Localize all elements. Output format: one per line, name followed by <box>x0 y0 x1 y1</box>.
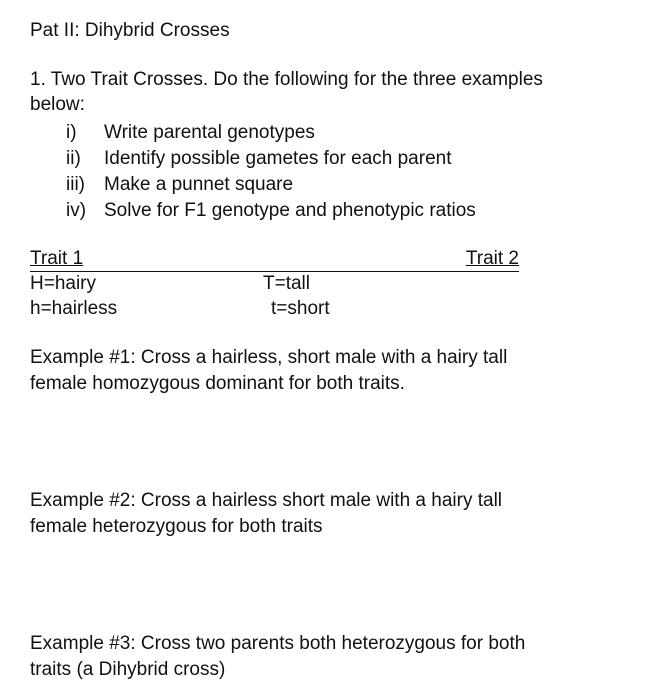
step-text: Solve for F1 genotype and phenotypic ratios <box>104 200 476 221</box>
question-1-text: 1. Two Trait Crosses. Do the following for the three examples <box>30 69 543 90</box>
example-3-text: Example #3: Cross two parents both heterozygous for both <box>30 633 526 654</box>
example-3-text-continued: traits (a Dihybrid cross) <box>30 659 226 680</box>
step-item <box>66 120 476 146</box>
question-1-text-continued: below: <box>30 94 85 115</box>
step-text: Identify possible gametes for each parent <box>104 148 452 169</box>
example-1-text: Example #1: Cross a hairless, short male with a hairy tall <box>30 347 508 368</box>
trait-table-header <box>30 247 519 272</box>
trait-2-recessive-allele: t=short <box>271 298 330 319</box>
trait-2-label: Trait 2 <box>465 248 519 269</box>
step-number: i) <box>66 122 77 143</box>
step-text: Write parental genotypes <box>104 122 315 143</box>
step-text: Make a punnet square <box>104 174 294 195</box>
step-item <box>66 146 476 172</box>
trait-1-dominant-allele: H=hairy <box>30 273 96 294</box>
example-1-text-continued: female homozygous dominant for both traits. <box>30 373 405 394</box>
step-item <box>66 172 476 198</box>
trait-1-recessive-allele: h=hairless <box>30 298 118 319</box>
step-number: iv) <box>66 200 87 221</box>
instruction-steps <box>66 120 476 224</box>
example-2-text-continued: female heterozygous for both traits <box>30 516 323 537</box>
page-title: Pat II: Dihybrid Crosses <box>30 20 230 41</box>
step-number: iii) <box>66 174 85 195</box>
example-2-text: Example #2: Cross a hairless short male with a hairy tall <box>30 490 503 511</box>
trait-2-dominant-allele: T=tall <box>263 273 310 294</box>
step-item <box>66 198 476 224</box>
step-number: ii) <box>66 148 81 169</box>
trait-1-label: Trait 1 <box>30 248 84 269</box>
